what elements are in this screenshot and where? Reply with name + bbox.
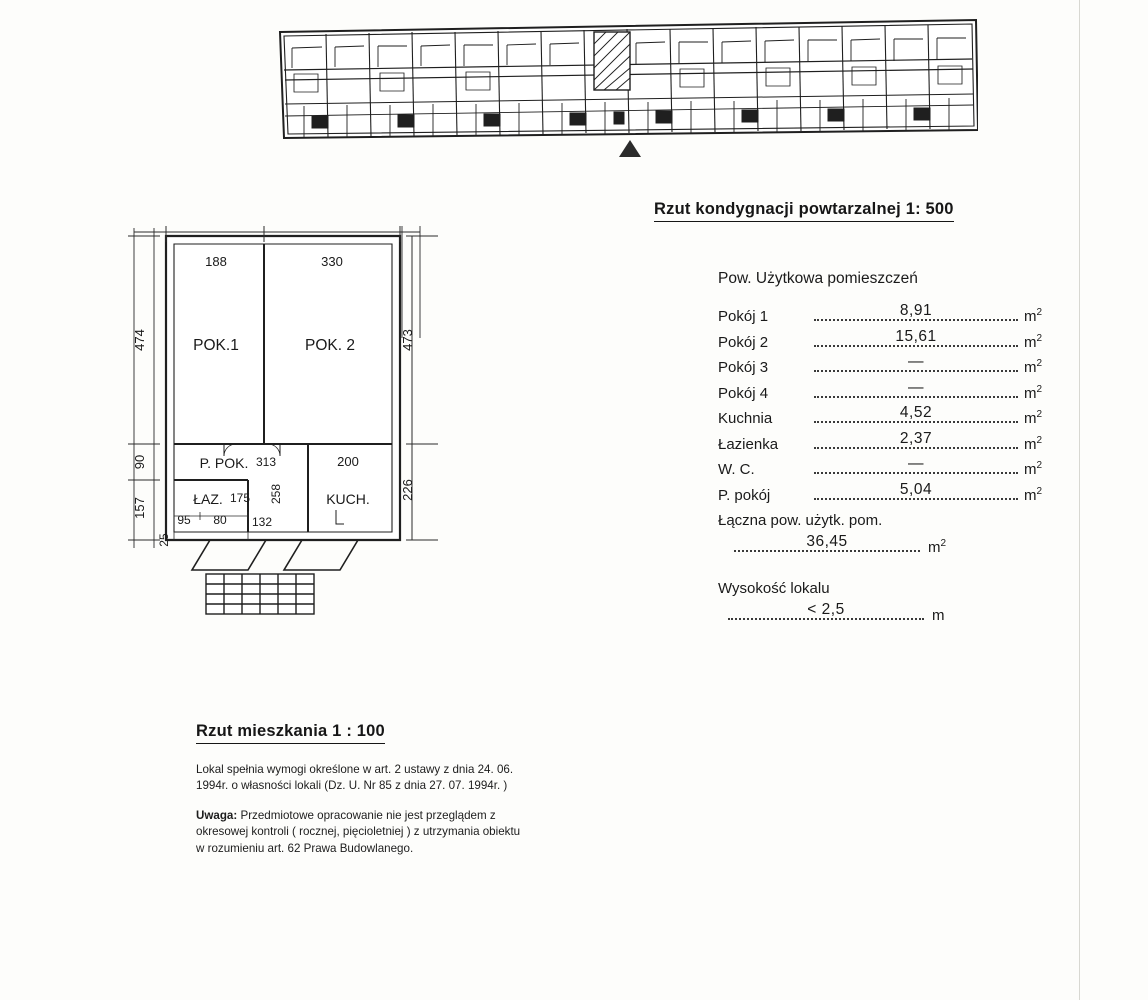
- area-dotted-leader: [814, 457, 1018, 474]
- table-row: [718, 429, 1058, 453]
- note-paragraph-1: Lokal spełnia wymogi określone w art. 2 ustawy z dnia 24. 06. 1994r. o własności lokali (Dz. U. Nr 85 z dnia 27. 07. 1994r. ): [196, 763, 514, 793]
- dim-right-473: 473: [400, 329, 415, 351]
- total-dotted-leader: [734, 535, 920, 552]
- dim-top-left: 188: [205, 254, 227, 269]
- area-value: 8,91: [899, 302, 933, 319]
- area-unit: $m^2$: [1024, 332, 1043, 351]
- area-label: Łazienka: [718, 435, 779, 453]
- note-paragraph-2: [196, 808, 526, 857]
- dim-258: 258: [269, 483, 283, 505]
- area-table-heading: Pow. Użytkowa pomieszczeń: [718, 270, 918, 287]
- apartment-floor-plan: [120, 218, 560, 638]
- area-label: Pokój 1: [718, 308, 769, 325]
- height-label: Wysokość lokalu: [718, 580, 830, 597]
- area-label: W. C.: [718, 461, 755, 478]
- scan-edge-line: [1079, 0, 1080, 1000]
- area-dotted-leader: [814, 429, 1018, 449]
- note-label: Uwaga:: [196, 808, 238, 822]
- north-orientation-marker: [619, 140, 641, 157]
- dim-bath-175: 175: [229, 491, 251, 505]
- note-paragraph-2-text: Przedmiotowe opracowanie nie jest przeglądem z okresowej kontroli ( rocznej, pięcioletniej ) z utrzymania obiektu w rozumieniu art. 62 Prawa Budowlanego.: [196, 808, 521, 855]
- table-row: [718, 378, 1058, 402]
- room-label-ppok: P. POK.: [199, 455, 249, 471]
- area-dotted-leader: [814, 480, 1018, 500]
- room-label-pok2: POK. 2: [305, 337, 355, 354]
- dim-95: 95: [177, 513, 191, 527]
- area-value: —: [908, 378, 924, 396]
- total-area-block: [718, 512, 1058, 556]
- dim-80: 80: [213, 513, 227, 527]
- dim-left-474: 474: [132, 329, 147, 351]
- dim-right-226: 226: [400, 479, 415, 501]
- area-value: 2,37: [899, 429, 933, 447]
- room-label-pok1: POK.1: [193, 337, 239, 354]
- area-value: —: [908, 455, 924, 472]
- table-row: [718, 327, 1058, 351]
- dim-132: 132: [251, 515, 273, 529]
- area-unit: $m^2$: [1024, 383, 1043, 402]
- dim-25: 25: [157, 533, 171, 547]
- area-value: 15,61: [895, 327, 937, 345]
- area-unit: $m^2$: [1024, 434, 1043, 453]
- area-dotted-leader: [814, 304, 1018, 321]
- dim-hall-313: 313: [255, 455, 277, 469]
- total-area-label: Łączna pow. użytk. pom.: [718, 512, 883, 529]
- area-value: 5,04: [899, 480, 933, 498]
- table-row: [718, 355, 1058, 376]
- area-unit: $m^2$: [1024, 485, 1043, 504]
- area-unit: $m^2$: [1024, 307, 1043, 325]
- area-table: [718, 270, 1058, 508]
- dim-left-157: 157: [132, 497, 147, 519]
- room-label-laz: ŁAZ.: [193, 491, 223, 507]
- height-block: [718, 580, 1058, 624]
- building-floor-plan: [278, 18, 978, 138]
- area-unit: $m^2$: [1024, 460, 1043, 478]
- total-area-value: 36,45: [806, 533, 848, 550]
- dim-kitchen-200: 200: [337, 454, 359, 469]
- dim-top-right: 330: [321, 254, 343, 269]
- area-value: 4,52: [899, 404, 933, 421]
- table-row: [718, 304, 1058, 325]
- area-dotted-leader: [814, 378, 1018, 398]
- area-label: Pokój 3: [718, 359, 769, 376]
- dim-left-90: 90: [132, 454, 147, 470]
- floor-plan-title: [654, 200, 954, 222]
- area-label: P. pokój: [718, 486, 771, 504]
- floor-plan-title-text: Rzut kondygnacji powtarzalnej 1: 500: [654, 200, 954, 222]
- table-row: [718, 457, 1058, 478]
- area-label: Pokój 2: [718, 333, 769, 351]
- total-area-row: [718, 535, 1058, 556]
- room-label-kuch: KUCH.: [326, 491, 370, 507]
- area-label: Pokój 4: [718, 384, 769, 402]
- height-dotted-leader: [728, 603, 924, 620]
- table-row: [718, 406, 1058, 427]
- height-value: < 2,5: [807, 601, 845, 618]
- height-unit: m: [932, 607, 945, 624]
- total-area-unit: $m^2$: [928, 538, 947, 556]
- area-dotted-leader: [814, 406, 1018, 423]
- height-row: [718, 603, 1058, 624]
- table-row: [718, 480, 1058, 504]
- legal-notes: [196, 762, 526, 870]
- flat-plan-title: [196, 722, 385, 744]
- area-value: —: [908, 353, 924, 370]
- area-unit: $m^2$: [1024, 358, 1043, 376]
- area-label: Kuchnia: [718, 410, 773, 427]
- area-dotted-leader: [814, 355, 1018, 372]
- area-unit: $m^2$: [1024, 409, 1043, 427]
- area-dotted-leader: [814, 327, 1018, 347]
- flat-plan-title-text: Rzut mieszkania 1 : 100: [196, 722, 385, 744]
